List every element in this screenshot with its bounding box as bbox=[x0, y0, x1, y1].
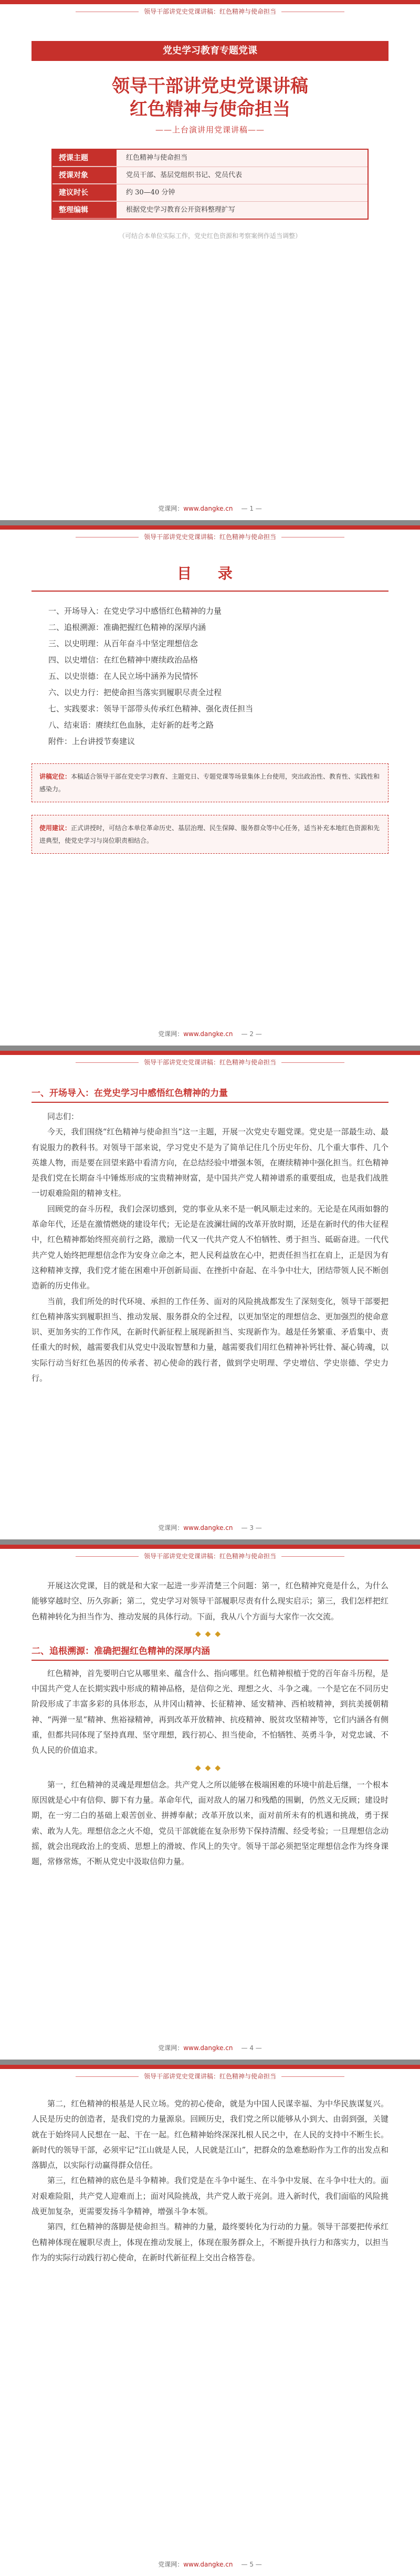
top-strip bbox=[0, 1545, 420, 1549]
section-heading: 二、追根溯源：准确把握红色精神的深厚内涵 bbox=[32, 1646, 210, 1657]
cover-banner: 党史学习教育专题党课 bbox=[32, 41, 388, 61]
top-strip bbox=[0, 0, 420, 4]
page-3 bbox=[0, 1051, 420, 1539]
paragraph: 回顾党的奋斗历程，我们会深切感到，党的事业从来不是一帆风顺走过来的。无论是在风雨如磐的革命年代，还是在激情燃烧的建设年代；无论是在波澜壮阔的改革开放时期，还是在新时代的伟大征程中，红色精神都始终照亮前行之路，激励一代又一代共产党人不怕牺牲、勇于担当、砥砺奋进。一代代共产党人始终把理想信念作为安身立命之本，把人民利益放在心中，把责任担当扛在肩上，正是因为有这种精神支撑，我们党才能在困难中开创新局面、在挫折中奋起、在斗争中壮大，团结带领人民不断创造新的历史伟业。 bbox=[32, 1204, 388, 1291]
page-4 bbox=[0, 1545, 420, 2060]
running-header: 领导干部讲党史党课讲稿：红色精神与使命担当 bbox=[0, 1055, 420, 1070]
top-strip bbox=[0, 1051, 420, 1055]
toc-list bbox=[32, 603, 388, 750]
page-5 bbox=[0, 2065, 420, 2576]
toc-item[interactable]: 七、实践要求：领导干部带头传承红色精神、强化责任担当 bbox=[48, 704, 254, 713]
page-footer: 党课网：www.dangke.cn — 3 — bbox=[158, 1524, 262, 1532]
cover-title-line2: 红色精神与使命担当 bbox=[130, 99, 290, 120]
info-row: 整理编辑 根据党史学习教育公开资料整理扩写 bbox=[52, 202, 368, 219]
paragraph: 第四，红色精神的落脚是使命担当。精神的力量，最终要转化为行动的力量。领导干部要把传承红色精神体现在履职尽责上，体现在推动发展上，体现在服务群众上，不断提升执行力和落实力，以担当作为的实际行动践行初心使命，在新时代新征程上交出合格答卷。 bbox=[32, 2222, 388, 2262]
paragraph: 今天，我们围绕“红色精神与使命担当”这一主题，开展一次党史专题党课。党史是一部最生动、最有说服力的教科书。对领导干部来说，学习党史不是为了简单记住几个历史年份、几个重大事件、几个英雄人物，而是要在回望来路中看清方向，在总结经验中增强本领，在赓续精神中强化担当。红色精神是我们党在长期奋斗中锤炼形成的宝贵精神财富，是中国共产党人精神谱系的重要组成，也是我们战胜一切艰难险阻的精神支柱。 bbox=[32, 1127, 388, 1198]
running-header: 领导干部讲党史党课讲稿：红色精神与使命担当 bbox=[0, 530, 420, 544]
toc-divider bbox=[32, 591, 388, 592]
page-2 bbox=[0, 525, 420, 1046]
info-row: 建议时长 约 30—40 分钟 bbox=[52, 184, 368, 202]
toc-item[interactable]: 一、开场导入：在党史学习中感悟红色精神的力量 bbox=[48, 606, 222, 616]
cover-subtitle: ——上台演讲用党课讲稿—— bbox=[155, 125, 265, 135]
top-strip bbox=[0, 2065, 420, 2069]
running-header: 领导干部讲党史党课讲稿：红色精神与使命担当 bbox=[0, 1549, 420, 1564]
page-footer: 党课网：www.dangke.cn — 5 — bbox=[158, 2561, 262, 2568]
toc-item[interactable]: 四、以史增信：在红色精神中赓续政治品格 bbox=[48, 655, 198, 665]
toc-item[interactable]: 三、以史明理：从百年奋斗中坚定理想信念 bbox=[48, 639, 198, 648]
toc-item[interactable]: 附件：上台讲授节奏建议 bbox=[48, 737, 135, 746]
toc-item[interactable]: 八、结束语：赓续红色血脉，走好新的赶考之路 bbox=[48, 720, 214, 730]
cover-title-line1: 领导干部讲党史党课讲稿 bbox=[112, 76, 308, 97]
running-header: 领导干部讲党史党课讲稿：红色精神与使命担当 bbox=[0, 2069, 420, 2084]
paragraph: 第二，红色精神的根基是人民立场。党的初心使命，就是为中国人民谋幸福、为中华民族谋复兴。人民是历史的创造者，是我们党的力量源泉。回顾历史，我们党之所以能够从小到大、由弱到强，关键就在于始终同人民想在一起、干在一起。红色精神始终深深扎根人民之中，在人民的支持中不断生长。新时代的领导干部，必须牢记“江山就是人民，人民就是江山”，把群众的急难愁盼作为工作的出发点和落脚点，以实际行动赢得群众信任。 bbox=[32, 2099, 388, 2170]
info-row: 授课主题 红色精神与使命担当 bbox=[52, 150, 368, 167]
page-footer: 党课网：www.dangke.cn — 1 — bbox=[158, 505, 262, 512]
paragraph: 第三，红色精神的底色是斗争精神。我们党是在斗争中诞生、在斗争中发展、在斗争中壮大的。面对艰难险阻，共产党人迎难而上；面对风险挑战，共产党人敢于亮剑。进入新时代，我们面临的风险挑战更加复杂，更需要发扬斗争精神，增强斗争本领。 bbox=[32, 2176, 388, 2217]
info-table bbox=[51, 149, 369, 220]
footer-site-link[interactable]: www.dangke.cn bbox=[183, 1030, 233, 1038]
info-row: 授课对象 党员干部、基层党组织书记、党员代表 bbox=[52, 167, 368, 184]
toc-item[interactable]: 五、以史崇德：在人民立场中涵养为民情怀 bbox=[48, 671, 198, 681]
tips-box: 使用建议：正式讲授时，可结合本单位革命历史、基层治理、民生保障、服务群众等中心任务，适当补充本地红色资源和先进典型，使党史学习与岗位职责相结合。 bbox=[32, 815, 388, 854]
footer-site-link[interactable]: www.dangke.cn bbox=[183, 2561, 233, 2568]
footer-site-link[interactable]: www.dangke.cn bbox=[183, 505, 233, 512]
guide-box: 讲稿定位：本稿适合领导干部在党史学习教育、主题党日、专题党课等场景集体上台使用，突出政治性、教育性、实践性和感染力。 bbox=[32, 763, 388, 802]
greeting: 同志们： bbox=[47, 1112, 79, 1121]
page-1 bbox=[0, 0, 420, 520]
cover-note: （可结合本单位实际工作，党史红色资源和考察案例作适当调整） bbox=[118, 232, 301, 240]
diamond-divider: ◆◆◆ bbox=[195, 1763, 225, 1772]
running-header: 领导干部讲党史党课讲稿：红色精神与使命担当 bbox=[0, 4, 420, 19]
paragraph: 第一，红色精神的灵魂是理想信念。共产党人之所以能够在极端困难的环境中前赴后继，一个根本原因就是心中有信仰、脚下有力量。革命年代，面对敌人的屠刀和残酷的围剿，仍然义无反顾；建设时期，在一穷二白的基础上艰苦创业、拼搏奉献；改革开放以来，面对前所未有的机遇和挑战，勇于探索、敢为人先。理想信念之火不熄，党员干部就能在复杂形势下保持清醒、经受考验；一旦理想信念动摇，就会出现政治上的变质、思想上的滑坡、作风上的失守。领导干部必须把坚定理想信念作为终身课题，常修常炼，不断从党史中汲取信仰力量。 bbox=[32, 1780, 388, 1867]
toc-item[interactable]: 六、以史力行：把使命担当落实到履职尽责全过程 bbox=[48, 688, 222, 697]
top-strip bbox=[0, 525, 420, 530]
footer-site-link[interactable]: www.dangke.cn bbox=[183, 1524, 233, 1532]
section-heading: 一、开场导入：在党史学习中感悟红色精神的力量 bbox=[32, 1088, 228, 1099]
paragraph: 红色精神，首先要明白它从哪里来、蕴含什么、指向哪里。红色精神根植于党的百年奋斗历程，是中国共产党人在长期实践中形成的精神品格，是信仰之光、理想之火、斗争之魂。一个是它在不同历史阶段形成了丰富多彩的具体形态，从井冈山精神、长征精神、延安精神、西柏坡精神，到抗美援朝精神、“两弹一星”精神、焦裕禄精神，再到改革开放精神、抗疫精神、脱贫攻坚精神等，它们内涵各有侧重，但都共同体现了坚持真理、坚守理想，践行初心、担当使命，不怕牺牲、英勇斗争，对党忠诚、不负人民的价值追求。 bbox=[32, 1668, 388, 1755]
paragraph: 当前，我们所处的时代环境、承担的工作任务、面对的风险挑战都发生了深刻变化，领导干部要把红色精神落实到履职担当、推动发展、服务群众的全过程，以更加坚定的理想信念、更加强烈的使命意识、更加务实的工作作风，在新时代新征程上展现新担当、实现新作为。越是任务繁重、矛盾集中、责任重大的时候，越需要我们从党史中汲取智慧和力量，越需要我们用红色精神补钙壮骨、凝心铸魂，以实际行动当好红色基因的传承者、初心使命的践行者，做到学史明理、学史增信、学史崇德、学史力行。 bbox=[32, 1296, 388, 1383]
page-footer: 党课网：www.dangke.cn — 2 — bbox=[158, 1030, 262, 1038]
toc-item[interactable]: 二、追根溯源：准确把握红色精神的深厚内涵 bbox=[48, 623, 206, 632]
toc-title: 目 录 bbox=[177, 565, 243, 582]
paragraph: 开展这次党课，目的就是和大家一起进一步弄清楚三个问题：第一，红色精神究竟是什么，为什么能够穿越时空、历久弥新；第二，党史学习对领导干部履职尽责有什么现实启示；第三，我们怎样把红色精神转化为担当作为、推动发展的具体行动。下面，我从八个方面与大家作一次交流。 bbox=[32, 1581, 388, 1621]
page-footer: 党课网：www.dangke.cn — 4 — bbox=[158, 2044, 262, 2052]
footer-site-link[interactable]: www.dangke.cn bbox=[183, 2044, 233, 2052]
diamond-divider: ◆◆◆ bbox=[195, 1629, 225, 1638]
